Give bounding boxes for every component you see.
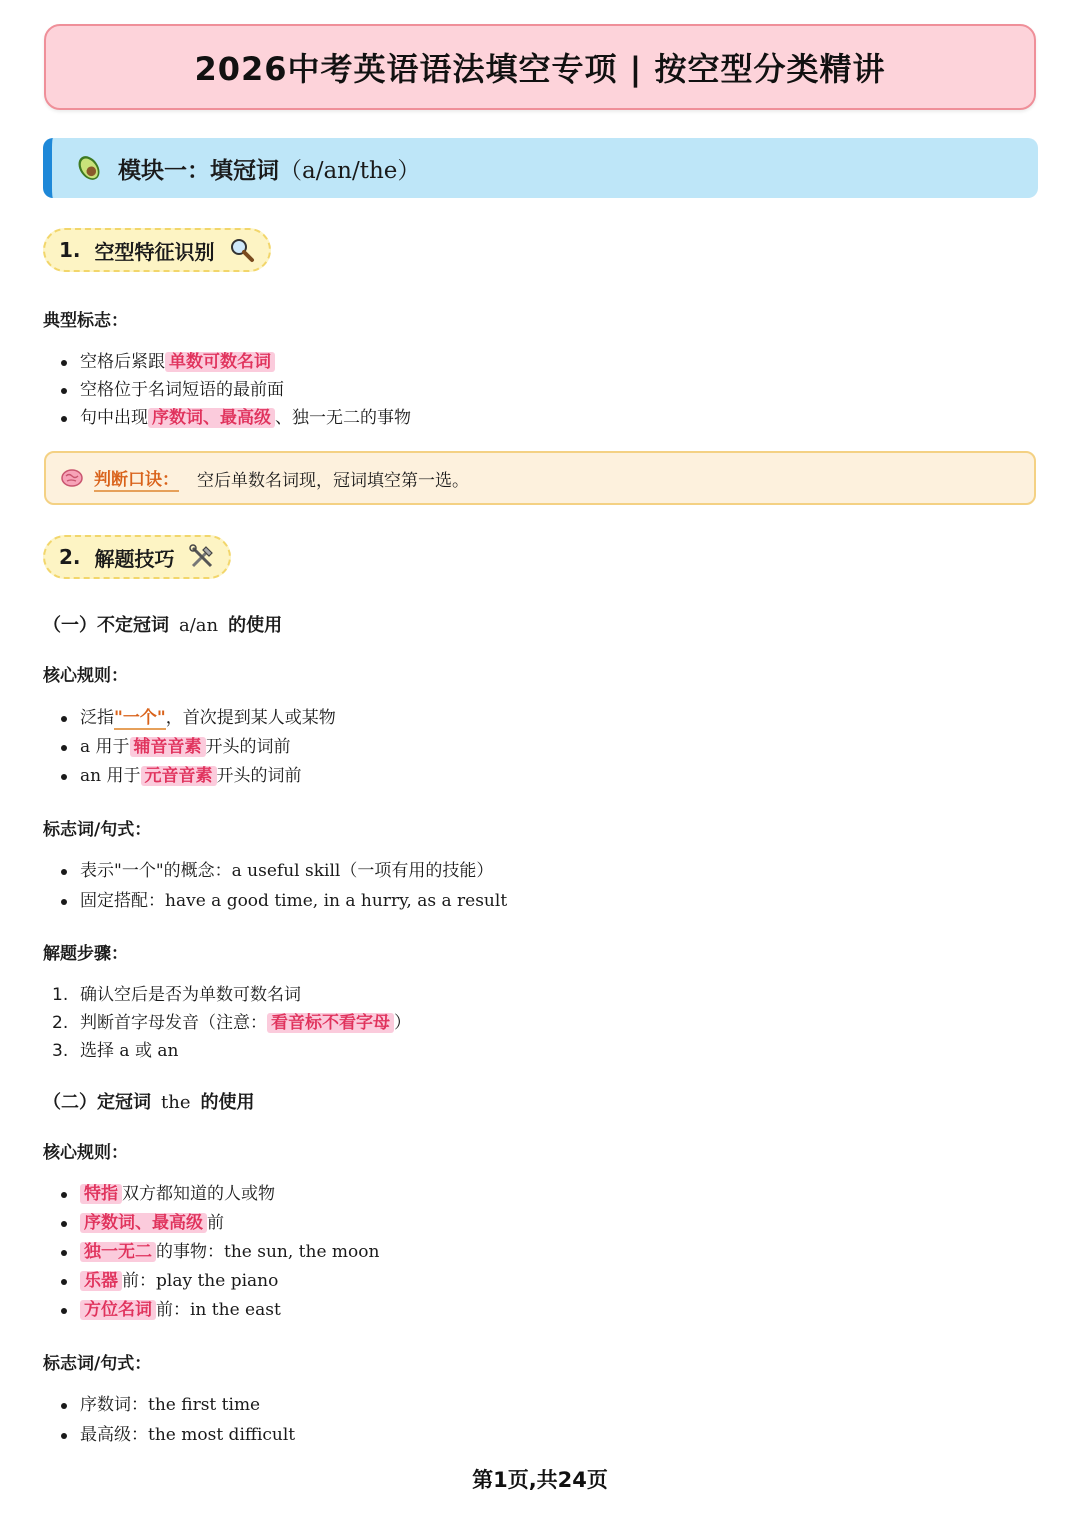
section-2-number: 2.: [59, 545, 81, 569]
module-paren: （a/an/the）: [279, 157, 421, 184]
brain-icon: [60, 468, 84, 488]
list-item-text: 开头的词前: [205, 737, 291, 757]
part2-heading-en: the: [161, 1092, 191, 1113]
list-item-text: 确认空后是否为单数可数名词: [80, 985, 301, 1005]
list-item: [43, 376, 411, 404]
module-header: [43, 138, 1038, 198]
list-item-text: 双方都知道的人或物: [122, 1184, 275, 1204]
section-1-number: 1.: [59, 238, 81, 262]
list-item: 序数词：the first time: [43, 1391, 295, 1421]
step-number: 3.: [52, 1041, 69, 1061]
page-title: 2026中考英语语法填空专项 | 按空型分类精讲: [194, 50, 886, 88]
tools-icon: [189, 544, 215, 570]
part2-heading: [43, 1088, 254, 1114]
part1-heading: [43, 611, 282, 637]
list-item: [43, 1238, 379, 1267]
page-number: 第1页,共24页: [472, 1468, 608, 1492]
highlight: 乐器: [80, 1271, 122, 1291]
underline-highlight: "一个": [114, 708, 166, 728]
part2-signal-list: [43, 1391, 295, 1451]
typical-marks-list: [43, 348, 411, 432]
part1-steps-label: 解题步骤：: [43, 944, 128, 964]
part2-core-label: 核心规则：: [43, 1143, 128, 1163]
list-item-text: 判断首字母发音（注意：: [80, 1013, 267, 1033]
list-item-text: a 用于: [80, 737, 130, 757]
list-item-text: ，首次提到某人或某物: [165, 708, 336, 728]
list-item-text: 前：play the piano: [122, 1271, 279, 1291]
list-item: [43, 762, 336, 791]
part2-signal-label: 标志词/句式：: [43, 1354, 152, 1374]
list-item-text: 泛指: [80, 708, 114, 728]
list-item: [43, 981, 411, 1009]
highlight: 辅音音素: [130, 737, 206, 757]
step-number: 1.: [52, 985, 69, 1005]
avocado-icon: [74, 153, 104, 183]
part1-heading-pre: （一）不定冠词: [43, 615, 169, 636]
part2-core-list: [43, 1180, 379, 1325]
list-item: [43, 733, 336, 762]
module-label: 模块一：填冠词: [118, 157, 279, 184]
highlight: 独一无二: [80, 1242, 156, 1262]
part1-core-list: [43, 704, 336, 791]
list-item: [43, 348, 411, 376]
highlight: 序数词、最高级: [80, 1213, 207, 1233]
part1-heading-post: 的使用: [228, 615, 283, 636]
list-item-text: 前：in the east: [156, 1300, 281, 1320]
list-item-text: 空格后紧跟: [80, 352, 165, 372]
list-item: [43, 1267, 379, 1296]
section-2-label: 解题技巧: [94, 546, 175, 571]
list-item: [43, 1296, 379, 1325]
list-item-text: 、独一无二的事物: [275, 408, 411, 428]
part2-heading-post: 的使用: [200, 1092, 255, 1113]
list-item-text: ）: [394, 1013, 411, 1033]
list-item: 固定搭配：have a good time, in a hurry, as a result: [43, 887, 507, 917]
highlight: 单数可数名词: [165, 352, 275, 372]
tip-box: [44, 451, 1036, 505]
typical-marks-label: 典型标志：: [43, 311, 128, 331]
list-item: [43, 1209, 379, 1238]
section-1-label: 空型特征识别: [94, 239, 215, 264]
list-item: [43, 1180, 379, 1209]
list-item: 表示"一个"的概念：a useful skill（一项有用的技能）: [43, 857, 507, 887]
highlight: 特指: [80, 1184, 122, 1204]
highlight: 序数词、最高级: [148, 408, 275, 428]
list-item: [43, 1009, 411, 1037]
list-item: [43, 404, 411, 432]
list-item: [43, 1037, 411, 1065]
section-2-pill: [43, 535, 231, 579]
list-item-text: 开头的词前: [216, 766, 302, 786]
part1-steps-list: [43, 981, 411, 1065]
list-item-text: 的事物：the sun, the moon: [156, 1242, 380, 1262]
list-item: 最高级：the most difficult: [43, 1421, 295, 1451]
list-item-text: 选择 a 或 an: [80, 1041, 179, 1061]
tip-text: 空后单数名词现，冠词填空第一选。: [197, 470, 469, 491]
part1-signal-list: [43, 857, 507, 917]
highlight: 看音标不看字母: [267, 1013, 394, 1033]
part1-signal-label: 标志词/句式：: [43, 820, 152, 840]
part1-heading-en: a/an: [179, 615, 219, 636]
section-1-pill: [43, 228, 271, 272]
part2-heading-pre: （二）定冠词: [43, 1092, 151, 1113]
list-item-text: 句中出现: [80, 408, 148, 428]
tip-label: 判断口诀：: [94, 465, 179, 492]
list-item-text: 空格位于名词短语的最前面: [80, 380, 284, 400]
magnifier-icon: [229, 237, 255, 263]
step-number: 2.: [52, 1013, 69, 1033]
list-item-text: an 用于: [80, 766, 141, 786]
highlight: 元音音素: [141, 766, 217, 786]
list-item-text: 前: [207, 1213, 224, 1233]
part1-core-label: 核心规则：: [43, 666, 128, 686]
list-item: [43, 704, 336, 733]
page-title-box: [44, 24, 1036, 110]
highlight: 方位名词: [80, 1300, 156, 1320]
